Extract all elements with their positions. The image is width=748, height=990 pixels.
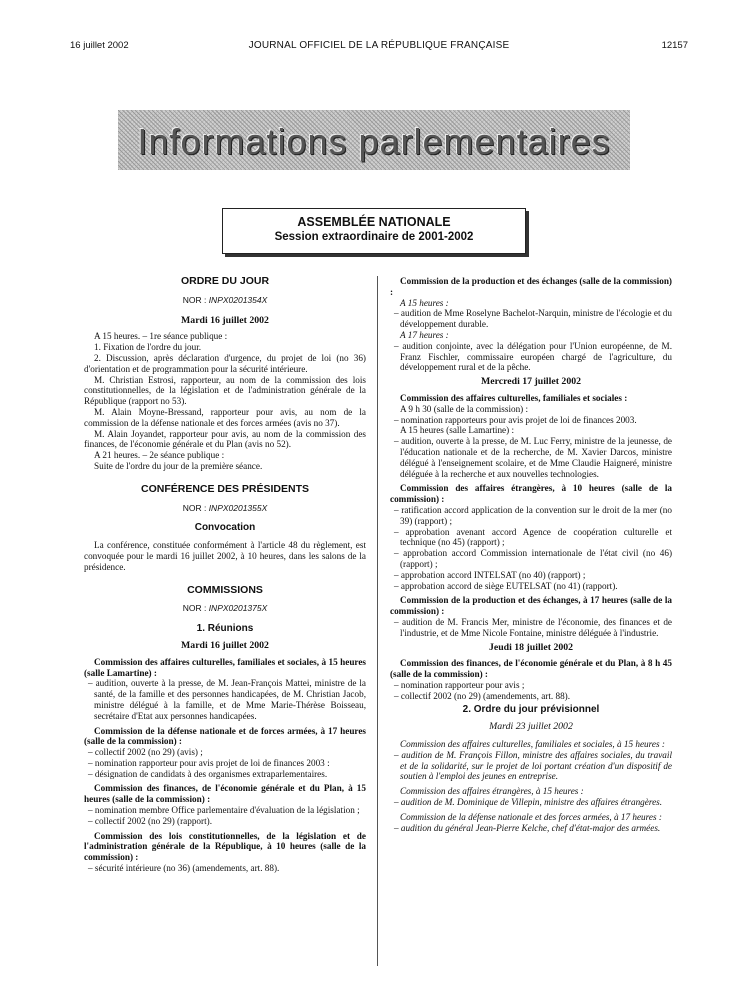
time-label: A 15 heures : [400,297,449,308]
header-journal-title: JOURNAL OFFICIEL DE LA RÉPUBLIQUE FRANÇAISE [248,40,510,51]
agenda-item: – nomination rapporteur pour avis ; [394,679,525,690]
ordre-date: Mardi 16 juillet 2002 [181,314,269,326]
running-header [70,40,688,56]
previsionnel-heading: 2. Ordre du jour prévisionnel [462,704,600,716]
convocation-text: La conférence, constituée conformément à l'article 48 du règlement, est convoquée pour le mardi 16 juillet 2002, à 10 heures, dans les salons de la présidence. [84,540,366,572]
agenda-item: – audition, ouverte à la presse, de M. Luc Ferry, ministre de la jeunesse, de l'éducation nationale et de la recherche, de M. Xavier Darcos, ministre délégué à l'enseignement scolaire, et de Mme Claudie Haigneré, ministre déléguée à la recherche et aux nouvelles technologies. [394,436,672,479]
commission-heading: Commission des affaires étrangères, à 10 heures (salle de la commission) : [390,483,672,505]
left-column [84,276,366,874]
conference-heading: CONFÉRENCE DES PRÉSIDENTS [140,482,310,495]
nor-label: NOR : [182,603,209,614]
agenda-item: – audition de M. Dominique de Villepin, ministre des affaires étrangères. [394,797,663,808]
agenda-item: – nomination membre Office parlementaire d'évaluation de la législation ; [88,805,360,816]
banner-title: Informations parlementaires [137,121,611,162]
agenda-item: – ratification accord application de la convention sur le droit de la mer (no 39) (rapport) ; [394,504,672,526]
paragraph: 2. Discussion, après déclaration d'urgence, du projet de loi (no 36) d'orientation et de programmation pour la sécurité intérieure. [84,352,366,374]
right-column [390,276,672,833]
commission-heading: Commission des affaires étrangères, à 15 heures : [400,786,584,797]
commission-heading: Commission de la défense nationale et de forces armées, à 17 heures (salle de la commission) : [84,725,366,747]
agenda-item: – audition de M. François Fillon, ministre des affaires sociales, du travail et de la solidarité, sur le projet de loi portant création d'un dispositif de soutien à l'emploi des jeunes en entreprise. [394,749,672,782]
reunions-heading: 1. Réunions [196,623,254,635]
paragraph: 1. Fixation de l'ordre du jour. [94,342,202,353]
commission-heading: Commission de la production et des échanges (salle de la commission) : [390,276,672,297]
commission-heading: Commission de la défense nationale et des forces armées, à 17 heures : [400,811,662,822]
section-banner [118,110,630,170]
commission-heading: Commission des affaires culturelles, familiales et sociales : [400,392,628,403]
header-date: 16 juillet 2002 [70,40,129,51]
date-heading: Jeudi 18 juillet 2002 [488,641,574,653]
commission-heading: Commission des affaires culturelles, familiales et sociales, à 15 heures (salle Lamartine) : [84,656,366,678]
agenda-item: – nomination rapporteur pour avis projet de loi de finances 2003 : [88,757,330,768]
paragraph: Suite de l'ordre du jour de la première séance. [94,460,263,471]
nor-code: INPX0201355X [208,502,268,513]
ordre-du-jour-heading: ORDRE DU JOUR [180,275,270,287]
nor-label: NOR : [182,294,209,305]
previsionnel-date: Mardi 23 juillet 2002 [489,721,573,733]
agenda-item: – désignation de candidats à des organismes extraparlementaires. [88,768,328,779]
session-name: Session extraordinaire de 2001-2002 [274,231,474,243]
commissions-heading: COMMISSIONS [187,583,263,596]
commission-heading: Commission de la production et des échanges, à 17 heures (salle de la commission) : [390,595,672,617]
agenda-item: – sécurité intérieure (no 36) (amendements, art. 88). [88,863,280,874]
commissions-nor [84,603,366,614]
date-heading: Mercredi 17 juillet 2002 [480,376,582,388]
commission-heading: Commission des finances, de l'économie générale et du Plan, à 15 heures (salle de la commission) : [84,783,366,805]
agenda-item: – audition du général Jean-Pierre Kelche, chef d'état-major des armées. [394,822,661,833]
agenda-item: – approbation accord Commission internationale de l'état civil (no 46) (rapport) ; [394,548,672,569]
agenda-item: – approbation accord INTELSAT (no 40) (rapport) ; [394,569,586,580]
agenda-item: – collectif 2002 (no 29) (amendements, art. 88). [394,690,571,701]
agenda-item: – audition conjointe, avec la délégation pour l'Union européenne, de M. Franz Fischler, commissaire européen chargé de l'agriculture, du développement rural et de la pêche. [394,340,672,373]
agenda-item: – audition de M. Francis Mer, ministre de l'économie, des finances et de l'industrie, et de Mme Nicole Fontaine, ministre déléguée à l'industrie. [394,616,672,638]
paragraph: M. Alain Joyandet, rapporteur pour avis, au nom de la commission des finances, de l'économie générale et du Plan (avis no 52). [84,428,366,450]
agenda-item: – approbation avenant accord Agence de coopération culturelle et technique (no 45) (rapport) ; [394,526,672,548]
header-page-number: 12157 [661,40,688,51]
commission-heading: Commission des lois constitutionnelles, de la législation et de l'administration générale de la République, à 10 heures (salle de la commission) : [84,830,366,863]
ordre-nor [84,295,366,306]
time-label: A 15 heures (salle Lamartine) : [400,425,515,436]
time-label: A 9 h 30 (salle de la commission) : [400,403,529,414]
nor-code: INPX0201354X [208,294,268,305]
agenda-item: – nomination rapporteurs pour avis projet de loi de finances 2003. [394,414,637,425]
nor-code: INPX0201375X [208,603,268,614]
agenda-item: – collectif 2002 (no 29) (rapport). [88,815,212,826]
agenda-item: – collectif 2002 (no 29) (avis) ; [88,747,203,758]
commission-heading: Commission des finances, de l'économie générale et du Plan, à 8 h 45 (salle de la commission) : [390,658,672,680]
commission-heading: Commission des affaires culturelles, familiales et sociales, à 15 heures : [400,739,665,750]
agenda-item: – approbation accord de siège EUTELSAT (no 41) (rapport). [394,580,618,591]
nor-label: NOR : [182,502,209,513]
agenda-item: – audition de Mme Roselyne Bachelot-Narquin, ministre de l'écologie et du développement durable. [394,308,672,330]
column-divider [377,276,378,966]
convocation-heading: Convocation [194,522,256,534]
paragraph: M. Christian Estrosi, rapporteur, au nom de la commission des lois constitutionnelles, de la législation et de l'administration générale de la République (rapport no 53). [84,374,366,407]
paragraph: M. Alain Moyne-Bressand, rapporteur pour avis, au nom de la commission de la défense nationale et des forces armées (avis no 37). [84,406,366,428]
agenda-item: – audition, ouverte à la presse, de M. Jean-François Mattei, ministre de la santé, de la famille et des personnes handicapées, de M. Christian Jacob, ministre délégué à la famille, et de Mme Marie-Thérèse Boisseau, secrétaire d'Etat aux personnes handicapées. [88,678,366,721]
paragraph: A 15 heures. – 1re séance publique : [94,331,228,342]
paragraph: A 21 heures. – 2e séance publique : [94,450,225,461]
reunions-date: Mardi 16 juillet 2002 [181,639,269,651]
time-label: A 17 heures : [400,329,449,340]
assembly-title-box [222,208,526,254]
assembly-name: ASSEMBLÉE NATIONALE [297,215,451,229]
conference-nor [84,503,366,514]
